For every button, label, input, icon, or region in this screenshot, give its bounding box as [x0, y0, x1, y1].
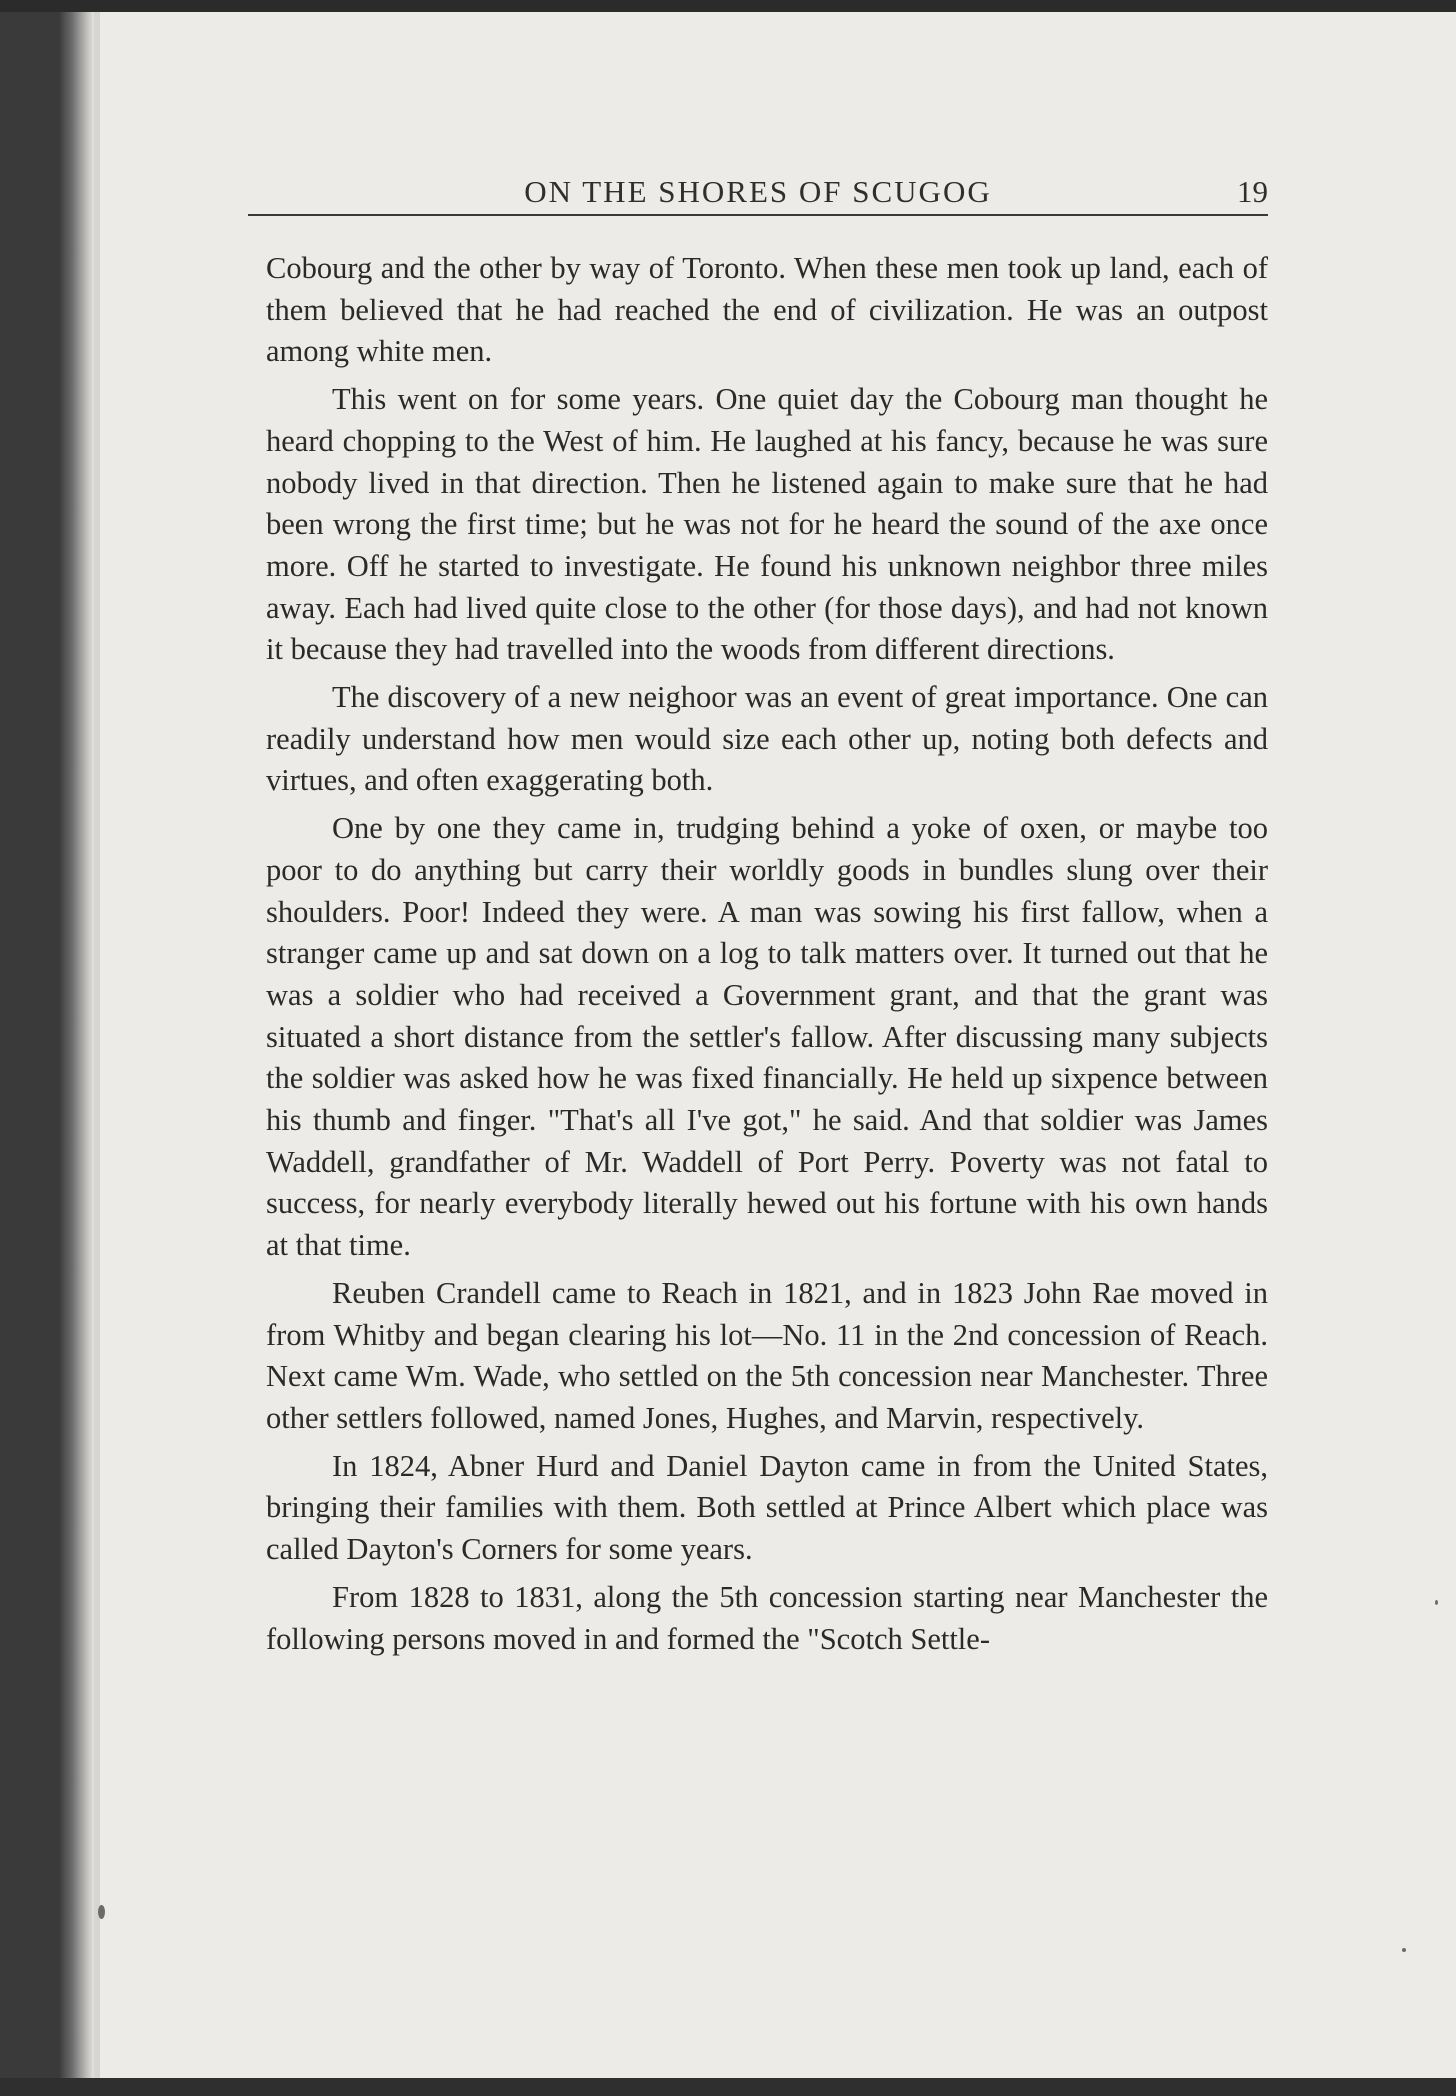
- paragraph: From 1828 to 1831, along the 5th concession starting near Manchester the following persons moved in and formed the "Scotch Settle-: [266, 1579, 1268, 1656]
- paragraph: The discovery of a new neighoor was an event of great importance. One can readily understand how men would size each other up, noting both defects and virtues, and often exaggerating both.: [266, 680, 1268, 798]
- paragraph: In 1824, Abner Hurd and Daniel Dayton came in from the United States, bringing their families with them. Both settled at Prince Albert which place was called Dayton's Corners for some years.: [266, 1448, 1268, 1567]
- page-header: [248, 168, 1268, 216]
- running-head: ON THE SHORES OF SCUGOG: [524, 174, 992, 209]
- scan-bottom-border: [0, 2078, 1456, 2096]
- page-edge: [94, 12, 100, 2078]
- scan-left-border: [0, 0, 60, 2096]
- page-number: 19: [1237, 174, 1268, 209]
- dust-speck: [1435, 1600, 1438, 1605]
- book-binding-shadow: [60, 12, 94, 2078]
- paragraph: This went on for some years. One quiet day the Cobourg man thought he heard chopping to the West of him. He laughed at his fancy, because he was sure nobody lived in that direction. Then he listened again to make sure that he had been wrong the first time; but he was not for he heard the sound of the axe once more. Off he started to investigate. He found his unknown neighbor three miles away. Each had lived quite close to the other (for those days), and had not known it because they had travelled into the woods from different directions.: [266, 382, 1268, 667]
- dust-speck: [1402, 1948, 1406, 1952]
- page-body: [266, 248, 1268, 1660]
- paragraph: Reuben Crandell came to Reach in 1821, and in 1823 John Rae moved in from Whitby and began clearing his lot—No. 11 in the 2nd concession of Reach. Next came Wm. Wade, who settled on the 5th concession near Manchester. Three other settlers followed, named Jones, Hughes, and Marvin, respectively.: [266, 1275, 1268, 1435]
- scan-top-border: [0, 0, 1456, 12]
- dust-speck: [98, 1905, 105, 1919]
- paragraph: One by one they came in, trudging behind a yoke of oxen, or maybe too poor to do anything but carry their worldly goods in bundles slung over their shoulders. Poor! Indeed they were. A man was sowing his first fallow, when a stranger came up and sat down on a log to talk matters over. It turned out that he was a soldier who had received a Government grant, and that the grant was situated a short distance from the settler's fallow. After discussing many subjects the soldier was asked how he was fixed financially. He held up sixpence between his thumb and finger. "That's all I've got," he said. And that soldier was James Waddell, grandfather of Mr. Waddell of Port Perry. Poverty was not fatal to success, for nearly everybody literally hewed out his fortune with his own hands at that time.: [266, 811, 1268, 1263]
- paragraph: Cobourg and the other by way of Toronto. When these men took up land, each of them believed that he had reached the end of civilization. He was an outpost among white men.: [266, 251, 1268, 369]
